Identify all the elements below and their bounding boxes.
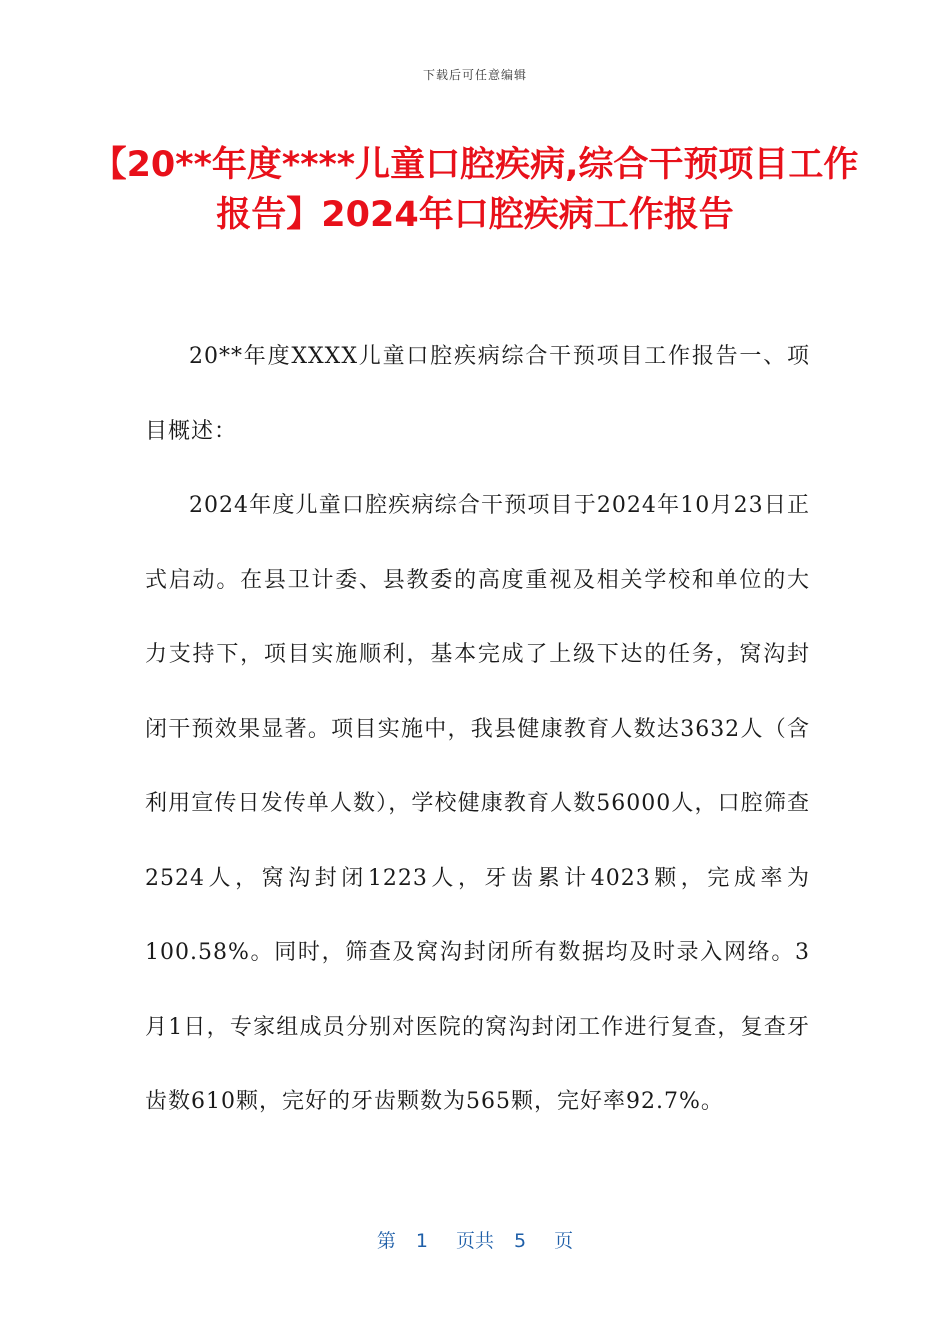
page-number: 1: [415, 1230, 428, 1252]
header-note: 下载后可任意编辑: [422, 68, 527, 82]
document-title: 【20**年度****儿童口腔疾病,综合干预项目工作报告】2024年口腔疾病工作报告: [91, 145, 859, 235]
page-suffix: 页: [554, 1230, 574, 1252]
body-paragraph: 20**年度XXXX儿童口腔疾病综合干预项目工作报告一、项目概述：: [145, 344, 810, 444]
body-paragraph: 2024年度儿童口腔疾病综合干预项目于2024年10月23日正式启动。在县卫计委、县教委的高度重视及相关学校和单位的大力支持下，项目实施顺利，基本完成了上级下达的任务，窝沟封闭干预效果显著。项目实施中，我县健康教育人数达3632人（含利用宣传日发传单人数），学校健康教育人数56000人，口腔筛查2524人，窝沟封闭1223人，牙齿累计4023颗，完成率为100.58%。同时，筛查及窝沟封闭所有数据均及时录入网络。3月1日，专家组成员分别对医院的窝沟封闭工作进行复查，复查牙齿数610颗，完好的牙齿颗数为565颗，完好率92.7%。: [145, 493, 810, 1114]
page-prefix: 第: [376, 1230, 396, 1252]
page-footer: [0, 1226, 950, 1253]
document-body: [145, 320, 810, 1140]
page-mid: 页共: [455, 1230, 494, 1252]
total-pages: 5: [514, 1230, 527, 1252]
